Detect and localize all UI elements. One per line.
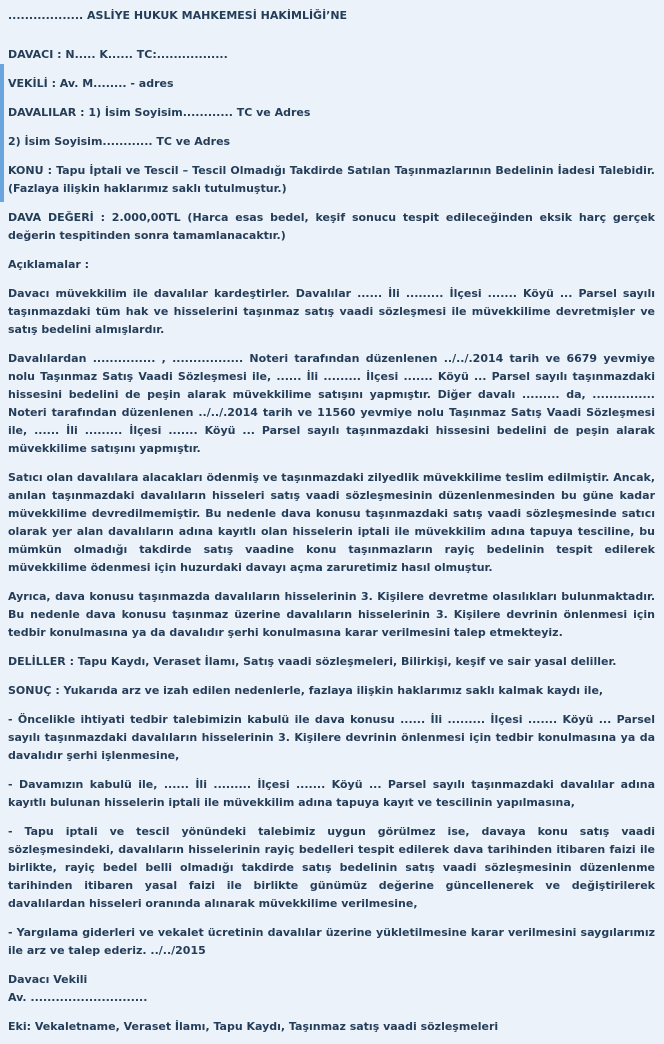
request-item-4: - Yargılama giderleri ve vekalet ücretinin davalılar üzerine yükletilmesine karar verilmesini saygılarımız ile arz ve talep ederiz. ../../2015 <box>8 926 655 957</box>
body-paragraph-3: Satıcı olan davalılara alacakları ödenmiş ve taşınmazdaki zilyedlik müvekkilime teslim edilmiştir. Ancak, anılan taşınmazdaki davalıların hisseleri satış vaadi sözleşmesinin düzenlenmesinden bu güne kadar müvekkilime devredilmemiştir. Bu nedenle dava konusu taşınmazdaki satış vaadi sözleşmesinde satıcı olarak yer alan davalıların adına kayıtlı olan hisselerin iptali ile müvekkilim adına tapuya tesciline, bu mümkün olmadığı takdirde satış vaadine konu taşınmazların rayiç bedelinin tespit edilerek müvekkilime ödenmesi için huzurdaki davayı açma zaruretimiz hasıl olmuştur. <box>8 471 655 574</box>
case-value-paragraph: DAVA DEĞERİ : 2.000,00TL (Harca esas bedel, keşif sonucu tespit edileceğinden eksik harç gerçek değerin tespitinden sonra tamamlanacaktır.) <box>8 211 655 242</box>
defendants-line-2: 2) İsim Soyisim............ TC ve Adres <box>8 135 231 148</box>
subject-paragraph: KONU : Tapu İptali ve Tescil – Tescil Olmadığı Takdirde Satılan Taşınmazlarının Bedelinin İadesi Talebidir. (Fazlaya ilişkin haklarımız saklı tutulmuştur.) <box>8 164 655 195</box>
defendants-line-1: DAVALILAR : 1) İsim Soyisim............ TC ve Adres <box>8 106 311 119</box>
body-paragraph-2: Davalılardan ............... , ................. Noteri tarafından düzenlenen ../../.2014 tarih ve 6679 yevmiye nolu Taşınmaz Satış Vaadi Sözleşmesi ile, ...... İli ......... İlçesi ....... Köyü ... Parsel sayılı taşınmazdaki hissesini bedelini de peşin alarak müvekkilime satışını yapmıştır. Diğer davalı ......... da, ............... Noteri tarafından düzenlenen ../../.2014 tarih ve 11560 yevmiye nolu Taşınmaz Satış Vaadi Sözleşmesi ile, ...... İli ......... İlçesi ....... Köyü ... Parsel sayılı taşınmazdaki hissesini bedelini de peşin alarak müvekkilime satışını yapmıştır. <box>8 352 655 455</box>
request-item-2: - Davamızın kabulü ile, ...... İli ......... İlçesi ....... Köyü ... Parsel sayılı taşınmazdaki davalılar adına kayıtlı bulunan hisselerin iptali ile müvekkilim adına tapuya kayıt ve tescilinin yapılmasına, <box>8 778 655 809</box>
conclusion-paragraph: SONUÇ : Yukarıda arz ve izah edilen nedenlerle, fazlaya ilişkin haklarımız saklı kalmak kaydı ile, <box>8 684 604 697</box>
court-title: .................. ASLİYE HUKUK MAHKEMESİ HAKİMLİĞİ’NE <box>8 9 348 22</box>
signature-role: Davacı Vekili <box>8 973 88 986</box>
request-item-3: - Tapu iptali ve tescil yönündeki talebimiz uygun görülmez ise, davaya konu satış vaadi sözleşmesindeki, davalıların hisselerinin rayiç bedelleri tespit edilerek dava tarihinden itibaren faizi ile birlikte, rayiç bedel belli olmadığı takdirde satış bedelinin satış vaadi sözleşmesinin düzenlenme tarihinden itibaren yasal faizi ile birlikte günümüz değerine güncellenerek ve değiştirilerek davalılardan hisseleri oranında alınarak müvekkilime verilmesine, <box>8 825 655 910</box>
signature-block <box>8 971 655 1007</box>
evidence-paragraph: DELİLLER : Tapu Kaydı, Veraset İlamı, Satış vaadi sözleşmeleri, Bilirkişi, keşif ve sair yasal deliller. <box>8 655 617 668</box>
explanations-heading: Açıklamalar : <box>8 258 90 271</box>
body-paragraph-1: Davacı müvekkilim ile davalılar kardeştirler. Davalılar ...... İli ......... İlçesi ....... Köyü ... Parsel sayılı taşınmazdaki tüm hak ve hisselerini taşınmaz satış vaadi sözleşmesi ile müvekkilime devretmişler ve satış bedelini almışlardır. <box>8 287 655 336</box>
signature-name: Av. ............................ <box>8 991 148 1004</box>
body-paragraph-4: Ayrıca, dava konusu taşınmazda davalıların hisselerinin 3. Kişilere devretme olasılıkları bulunmaktadır. Bu nedenle dava konusu taşınmaz üzerine davalıların hisselerinin 3. Kişilere devrinin önlenmesi için tedbir konulmasına ya da davalıdır şerhi konulmasına karar verilmesini talep etmekteyiz. <box>8 590 655 639</box>
attorney-line: VEKİLİ : Av. M........ - adres <box>8 77 174 90</box>
request-item-1: - Öncelikle ihtiyati tedbir talebimizin kabulü ile dava konusu ...... İli ......... İlçesi ....... Köyü ... Parsel sayılı taşınmazdaki davalıların hisselerinin 3. Kişilere devrinin önlenmesi için tedbir konulmasına ya da davalıdır şerhi işlenmesine, <box>8 713 655 762</box>
quote-accent-bar <box>0 64 4 202</box>
attachments-line: Eki: Vekaletname, Veraset İlamı, Tapu Kaydı, Taşınmaz satış vaadi sözleşmeleri <box>8 1020 499 1033</box>
plaintiff-line: DAVACI : N..... K...... TC:................. <box>8 48 228 61</box>
